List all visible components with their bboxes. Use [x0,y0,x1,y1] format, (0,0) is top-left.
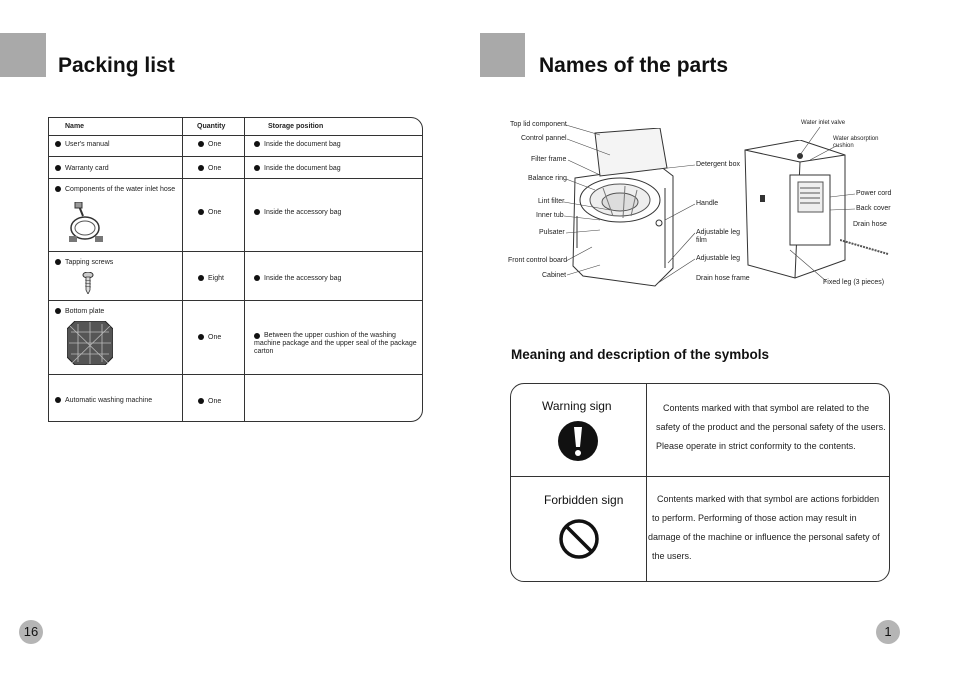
header-quantity: Quantity [197,123,226,130]
label-back-cover: Back cover [856,205,891,212]
section-marker-square [480,33,525,77]
label-balance-ring: Balance ring [528,175,567,182]
label-detergent-box: Detergent box [696,161,740,168]
symbols-table [510,383,890,582]
header-storage: Storage position [268,123,324,130]
label-fixed-leg: Fixed leg (3 pieces) [823,279,885,286]
table-row: Bottom plate [55,308,104,316]
label-pulsater: Pulsater [539,229,565,236]
packing-list-title: Packing list [58,54,175,77]
label-drain-hose: Drain hose [853,221,887,228]
label-drain-hose-frame: Drain hose frame [696,275,750,282]
label-inner-tub: Inner tub [536,212,564,219]
label-power-cord: Power cord [856,190,892,197]
screw-illustration [82,272,94,294]
page-number-left: 16 [19,620,43,644]
table-row: Automatic washing machine [55,397,152,405]
table-row: User's manual [55,141,110,149]
leader-lines [500,115,900,290]
label-filter-frame: Filter frame [531,156,567,163]
prohibition-icon [558,518,600,560]
table-row: Tapping screws [55,259,113,267]
label-front-control-board: Front control board [508,257,568,264]
exclamation-icon [557,420,599,462]
bottom-plate-illustration [67,321,113,365]
forbidden-sign-title: Forbidden sign [544,493,624,507]
section-marker-square [0,33,46,77]
names-of-parts-title: Names of the parts [539,54,729,77]
label-adjustable-leg-film: Adjustable leg film [696,229,740,244]
table-row: Warranty card [55,165,109,173]
header-name: Name [65,123,85,130]
warning-sign-description: Contents marked with that symbol are related to the safety of the product and the personal safety of the users. Please operate in strict conformity to the contents. [656,403,886,451]
label-adjustable-leg: Adjustable leg [696,255,740,262]
packing-list-table: Name Quantity Storage position User's manual One Inside the document bag Warranty card One Inside the document bag Components of the water inlet hose One Inside the accessory bag Tapping screws Eight Inside the accessory bag Bottom plate One Between the upper cushion of the washing machine package and the upper seal of the package carton Automatic washing machine One [48,117,423,422]
hose-illustration [67,202,107,246]
symbols-heading: Meaning and description of the symbols [511,347,770,362]
forbidden-sign-description: Contents marked with that symbol are actions forbidden to perform. Performing of those action may result in damage of the machine or influence the personal safety of the users. [648,494,880,561]
label-top-lid: Top lid component [510,121,567,128]
page-number-right: 1 [876,620,900,644]
label-lint-filter: Lint filter [538,198,565,205]
table-row: Components of the water inlet hose [55,186,180,194]
label-handle: Handle [696,200,719,207]
warning-sign-title: Warning sign [542,399,612,413]
label-control-panel: Control pannel [521,135,567,142]
label-water-absorption-cushion: Water absorption cushion [833,136,879,149]
label-cabinet: Cabinet [542,272,567,279]
label-water-inlet-valve: Water inlet valve [801,120,846,126]
